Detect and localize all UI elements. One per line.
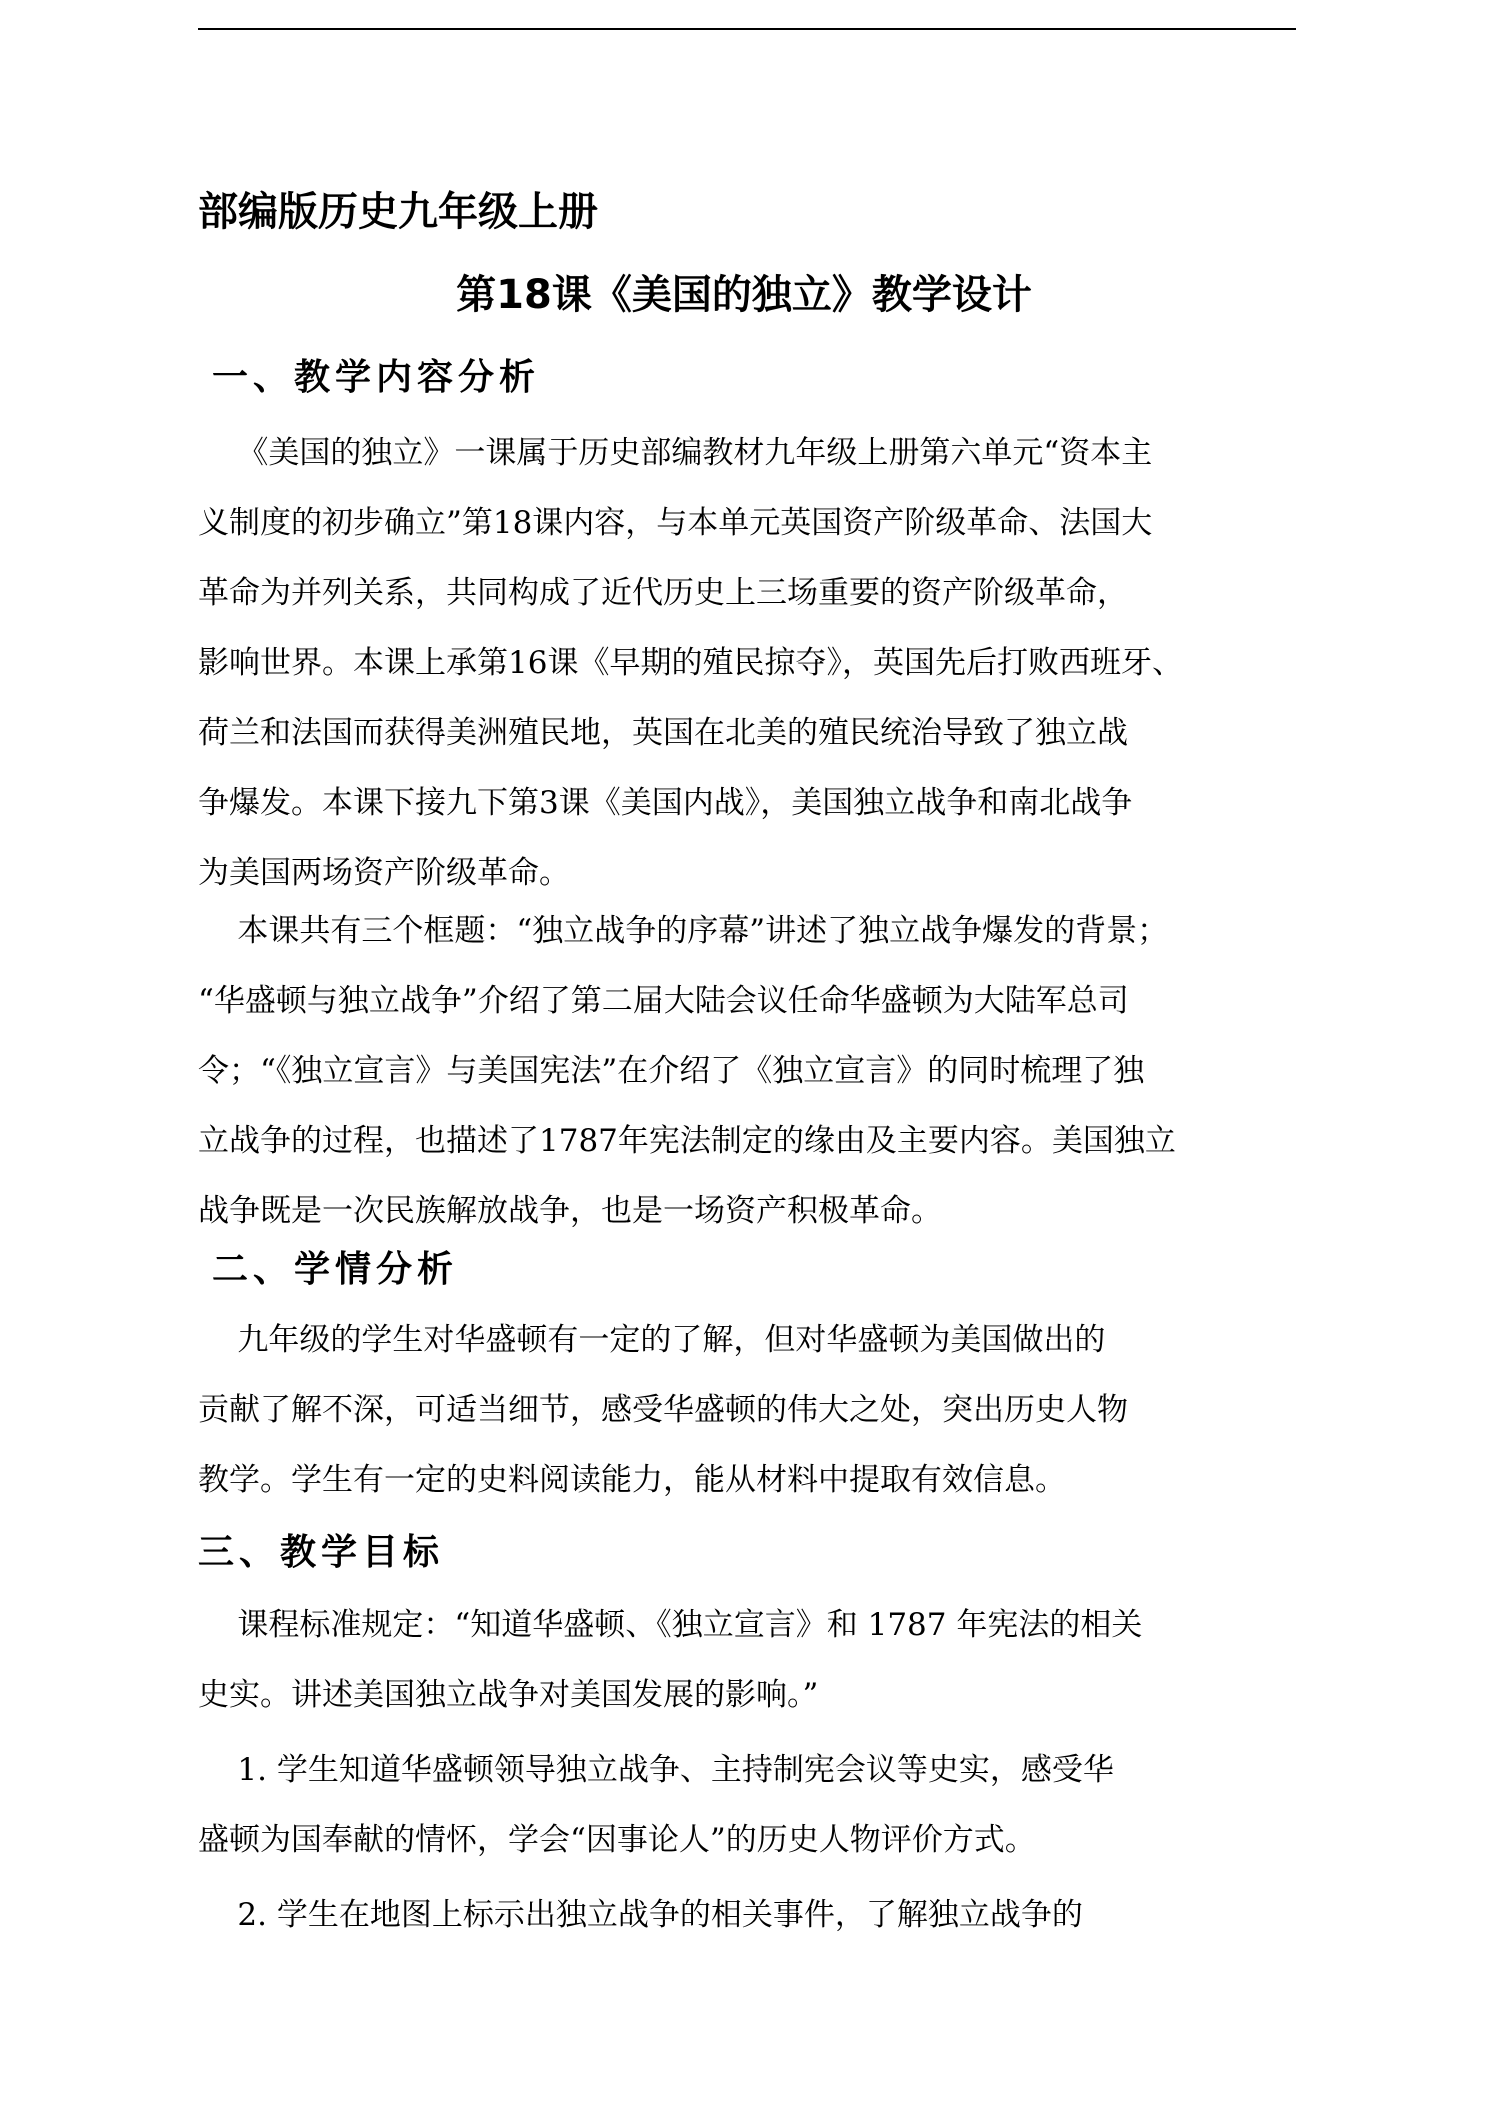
text-line: 2. 学生在地图上标示出独立战争的相关事件，了解独立战争的 bbox=[198, 1897, 1083, 1933]
text-line: 义制度的初步确立”第18课内容，与本单元英国资产阶级革命、法国大 bbox=[198, 505, 1153, 541]
paragraph-content-analysis-1 bbox=[198, 418, 1183, 908]
section-heading-learner-analysis: 二、学情分析 bbox=[212, 1249, 459, 1290]
paragraph-content-analysis-2 bbox=[198, 896, 1176, 1246]
text-line: 革命为并列关系，共同构成了近代历史上三场重要的资产阶级革命， bbox=[198, 575, 1128, 611]
text-line: 九年级的学生对华盛顿有一定的了解，但对华盛顿为美国做出的 bbox=[198, 1322, 1106, 1358]
paragraph-objective-2 bbox=[198, 1880, 1083, 1950]
lesson-title: 第18课《美国的独立》教学设计 bbox=[456, 272, 1032, 318]
text-line: 立战争的过程，也描述了1787年宪法制定的缘由及主要内容。美国独立 bbox=[198, 1123, 1176, 1159]
text-line: 令；“《独立宣言》与美国宪法”在介绍了《独立宣言》的同时梳理了独 bbox=[198, 1053, 1145, 1089]
text-line: 《美国的独立》一课属于历史部编教材九年级上册第六单元“资本主 bbox=[198, 435, 1153, 471]
text-line: 战争既是一次民族解放战争，也是一场资产积极革命。 bbox=[198, 1193, 942, 1229]
paragraph-learner-analysis bbox=[198, 1305, 1128, 1515]
text-line: 本课共有三个框题：“独立战争的序幕”讲述了独立战争爆发的背景； bbox=[198, 913, 1169, 949]
text-line: 教学。学生有一定的史料阅读能力，能从材料中提取有效信息。 bbox=[198, 1462, 1066, 1498]
section-heading-teaching-objectives: 三、教学目标 bbox=[198, 1532, 445, 1573]
text-line: “华盛顿与独立战争”介绍了第二届大陆会议任命华盛顿为大陆军总司 bbox=[198, 983, 1129, 1019]
text-line: 争爆发。本课下接九下第3课《美国内战》，美国独立战争和南北战争 bbox=[198, 785, 1133, 821]
text-line: 史实。讲述美国独立战争对美国发展的影响。” bbox=[198, 1677, 819, 1713]
paragraph-curriculum-standard bbox=[198, 1590, 1142, 1730]
text-line: 影响世界。本课上承第16课《早期的殖民掠夺》，英国先后打败西班牙、 bbox=[198, 645, 1183, 681]
text-line: 为美国两场资产阶级革命。 bbox=[198, 855, 570, 891]
text-line: 荷兰和法国而获得美洲殖民地，英国在北美的殖民统治导致了独立战 bbox=[198, 715, 1128, 751]
text-line: 贡献了解不深，可适当细节，感受华盛顿的伟大之处，突出历史人物 bbox=[198, 1392, 1128, 1428]
paragraph-objective-1 bbox=[198, 1735, 1114, 1875]
header-rule bbox=[198, 28, 1296, 30]
book-title: 部编版历史九年级上册 bbox=[198, 189, 598, 235]
section-heading-content-analysis: 一、教学内容分析 bbox=[212, 357, 541, 398]
text-line: 1. 学生知道华盛顿领导独立战争、主持制宪会议等史实，感受华 bbox=[198, 1752, 1114, 1788]
text-line: 课程标准规定：“知道华盛顿、《独立宣言》和 1787 年宪法的相关 bbox=[198, 1607, 1143, 1643]
text-line: 盛顿为国奉献的情怀，学会“因事论人”的历史人物评价方式。 bbox=[198, 1822, 1036, 1858]
